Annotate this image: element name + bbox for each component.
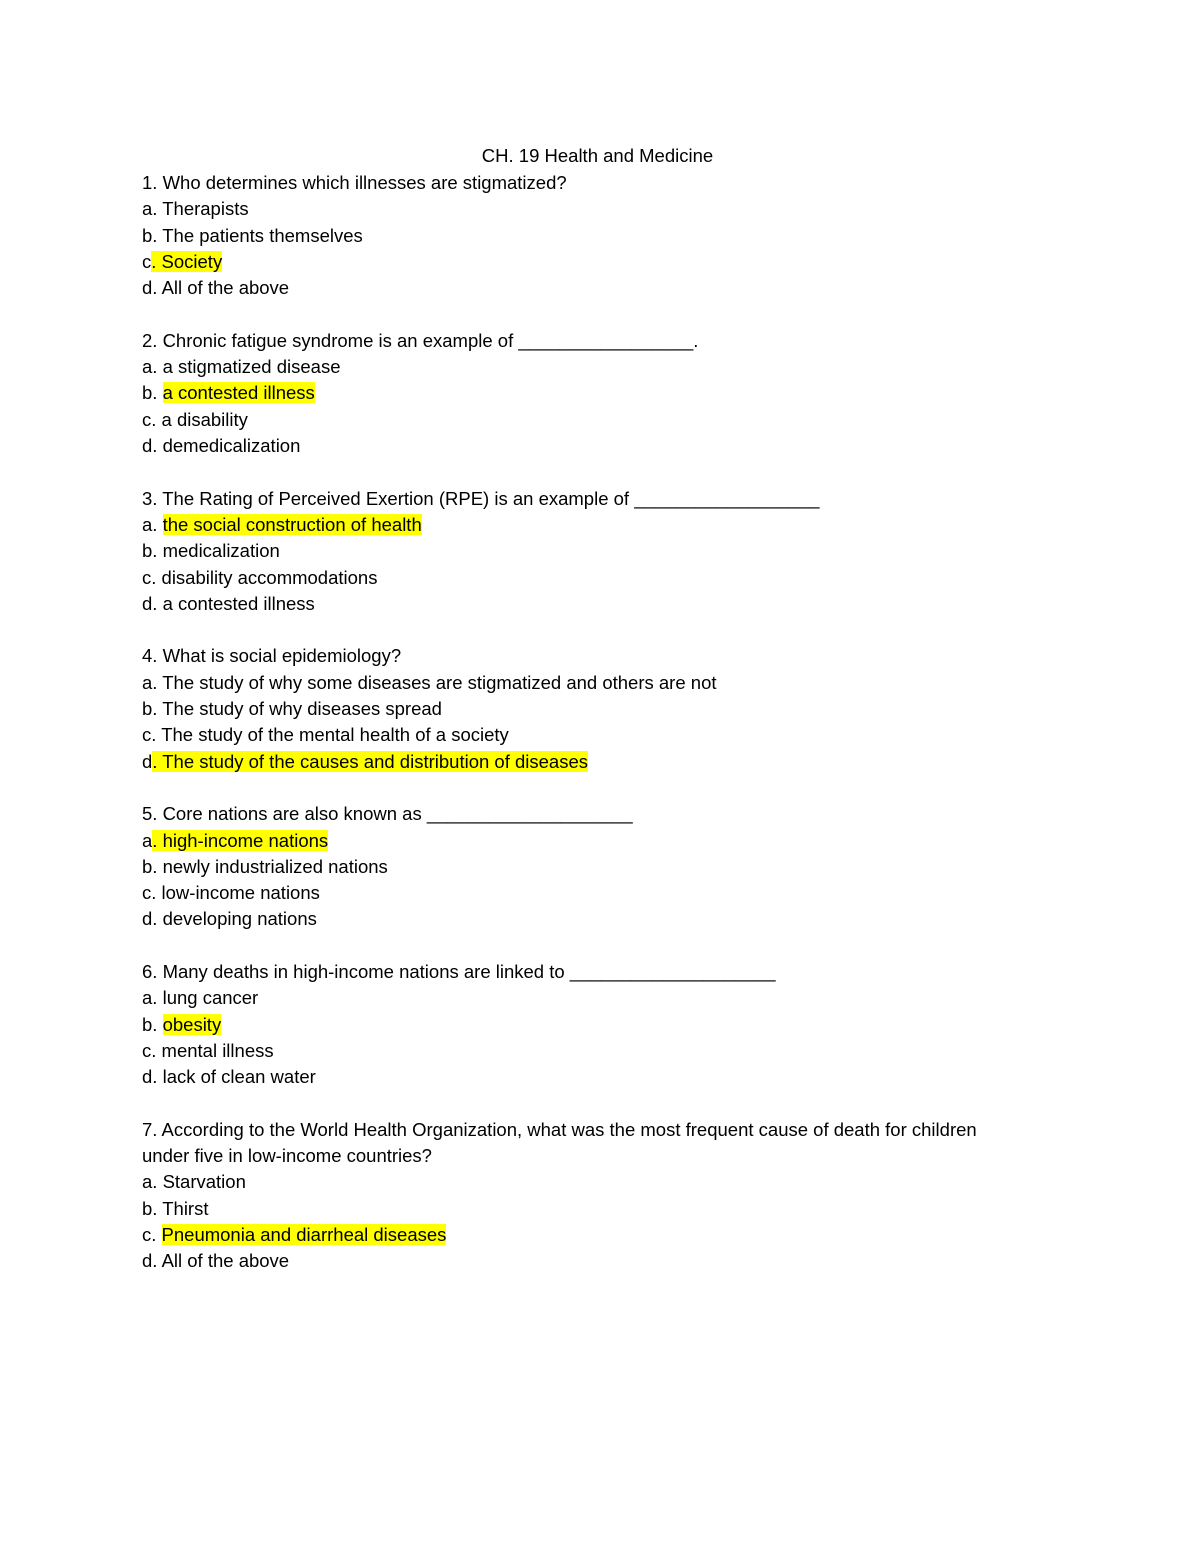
answer-option bbox=[142, 275, 289, 301]
option-letter: c. bbox=[142, 1224, 162, 1245]
answer-option bbox=[142, 985, 258, 1011]
answer-option bbox=[142, 1196, 208, 1222]
answer-option bbox=[142, 407, 248, 433]
option-letter: a. bbox=[142, 671, 163, 693]
option-letter: d. bbox=[142, 592, 163, 614]
highlighted-answer: a contested illness bbox=[162, 382, 315, 404]
question-stem: 5. Core nations are also known as ____________________ bbox=[142, 803, 633, 825]
question-stem: 2. Chronic fatigue syndrome is an example of _________________. bbox=[142, 329, 699, 351]
option-letter: b. bbox=[142, 1197, 163, 1219]
option-letter: d bbox=[142, 750, 153, 772]
question-stem: 7. According to the World Health Organization, what was the most frequent cause of death for children bbox=[142, 1118, 977, 1140]
answer-option bbox=[142, 1222, 446, 1248]
option-letter: a. bbox=[142, 1171, 163, 1193]
answer-option bbox=[142, 1248, 289, 1274]
option-letter: b. bbox=[142, 540, 163, 562]
option-text: The study of why diseases spread bbox=[162, 698, 442, 719]
answer-option bbox=[142, 1038, 274, 1064]
option-letter: d. bbox=[142, 277, 162, 299]
answer-option bbox=[142, 880, 320, 906]
answer-option bbox=[142, 906, 317, 932]
option-text: The study of why some diseases are stigmatized and others are not bbox=[162, 671, 717, 693]
highlighted-answer: . Society bbox=[151, 250, 223, 272]
option-letter: c bbox=[142, 250, 152, 272]
answer-option bbox=[142, 696, 442, 722]
option-text: The patients themselves bbox=[162, 224, 363, 246]
answer-option bbox=[142, 196, 249, 222]
answer-option bbox=[142, 670, 717, 696]
option-text: All of the above bbox=[161, 1250, 290, 1272]
answer-option bbox=[142, 249, 222, 275]
option-letter: d. bbox=[142, 1066, 163, 1088]
option-letter: d. bbox=[142, 908, 163, 930]
option-letter: c. bbox=[142, 882, 162, 904]
option-letter: c. bbox=[142, 408, 162, 430]
answer-option bbox=[142, 354, 340, 380]
option-text: lung cancer bbox=[162, 987, 259, 1009]
answer-option bbox=[142, 565, 377, 591]
option-letter: b. bbox=[142, 1013, 163, 1035]
answer-option bbox=[142, 828, 328, 854]
option-letter: a. bbox=[142, 198, 163, 220]
option-text: lack of clean water bbox=[162, 1066, 316, 1088]
option-letter: a bbox=[142, 829, 153, 851]
option-text: mental illness bbox=[161, 1039, 274, 1061]
option-text: developing nations bbox=[162, 908, 317, 930]
question-stem: 6. Many deaths in high-income nations are linked to ____________________ bbox=[142, 961, 776, 982]
answer-option bbox=[142, 380, 315, 406]
answer-option bbox=[142, 1169, 246, 1195]
answer-option bbox=[142, 722, 509, 748]
option-text: low-income nations bbox=[161, 882, 320, 904]
option-text: The study of the mental health of a society bbox=[161, 724, 509, 746]
option-letter: b. bbox=[142, 224, 163, 246]
option-letter: a. bbox=[142, 987, 163, 1009]
option-text: a contested illness bbox=[162, 592, 315, 614]
answer-option bbox=[142, 1064, 316, 1090]
document-title: CH. 19 Health and Medicine bbox=[481, 145, 714, 166]
question-stem: under five in low-income countries? bbox=[142, 1145, 432, 1167]
option-letter: a. bbox=[142, 513, 163, 535]
option-text: a disability bbox=[161, 408, 248, 430]
option-letter: c. bbox=[142, 566, 162, 588]
question-stem: 4. What is social epidemiology? bbox=[142, 645, 402, 667]
option-letter: c. bbox=[142, 1039, 162, 1061]
answer-option bbox=[142, 591, 315, 617]
option-letter: a. bbox=[142, 356, 163, 378]
option-letter: b. bbox=[142, 382, 163, 404]
answer-option bbox=[142, 1012, 221, 1038]
highlighted-answer: . The study of the causes and distribution of diseases bbox=[152, 750, 588, 772]
option-letter: b. bbox=[142, 698, 163, 719]
option-text: newly industrialized nations bbox=[162, 855, 388, 877]
option-text: All of the above bbox=[161, 277, 290, 299]
option-letter: d. bbox=[142, 1250, 162, 1272]
answer-option bbox=[142, 223, 363, 249]
highlighted-answer: obesity bbox=[162, 1013, 222, 1035]
answer-option bbox=[142, 749, 588, 775]
option-text: Starvation bbox=[162, 1171, 246, 1193]
option-letter: c. bbox=[142, 724, 162, 746]
option-text: demedicalization bbox=[162, 435, 301, 456]
option-text: Thirst bbox=[162, 1197, 209, 1219]
option-letter: d. bbox=[142, 435, 163, 456]
option-letter: b. bbox=[142, 855, 163, 877]
highlighted-answer: . high-income nations bbox=[152, 829, 329, 851]
option-text: medicalization bbox=[162, 540, 280, 562]
answer-option bbox=[142, 512, 422, 538]
option-text: a stigmatized disease bbox=[162, 356, 341, 378]
question-stem: 1. Who determines which illnesses are stigmatized? bbox=[142, 172, 567, 193]
highlighted-answer: Pneumonia and diarrheal diseases bbox=[161, 1224, 447, 1245]
option-text: disability accommodations bbox=[161, 566, 378, 588]
answer-option bbox=[142, 538, 280, 564]
highlighted-answer: the social construction of health bbox=[162, 513, 422, 535]
question-stem: 3. The Rating of Perceived Exertion (RPE) is an example of __________________ bbox=[142, 487, 820, 509]
answer-option bbox=[142, 433, 300, 459]
option-text: Therapists bbox=[162, 198, 249, 220]
answer-option bbox=[142, 854, 388, 880]
